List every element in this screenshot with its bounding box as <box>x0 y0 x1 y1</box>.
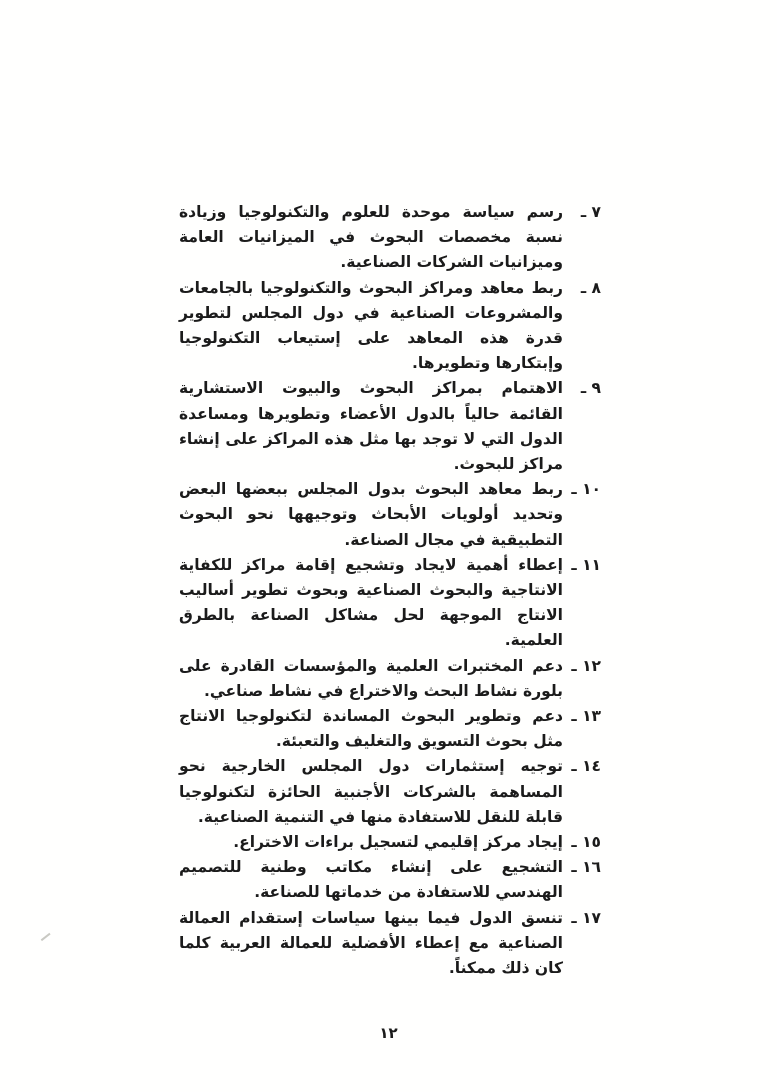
list-item <box>179 276 601 377</box>
list-item <box>179 553 601 654</box>
item-text: دعم وتطوير البحوث المساندة لتكنولوجيا الانتاج مثل بحوث التسويق والتغليف والتعبئة. <box>179 707 563 751</box>
list-item <box>179 855 601 905</box>
list-item <box>179 754 601 830</box>
item-text: دعم المختبرات العلمية والمؤسسات القادرة على بلورة نشاط البحث والاختراع في نشاط صناعي. <box>179 656 563 700</box>
item-number: ١٤ ـ <box>571 757 601 776</box>
item-text: الاهتمام بمراكز البحوث والبيوت الاستشارية القائمة حالياً بالدول الأعضاء وتطويرها ومساعدة الدول التي لا توجد بها مثل هذه المراكز على إنشاء مراكز للبحوث. <box>179 379 563 474</box>
item-text: ربط معاهد البحوث بدول المجلس ببعضها البعض وتحديد أولويات الأبحاث وتوجيهها نحو البحوث التطبيقية في مجال الصناعة. <box>179 480 563 549</box>
item-text: التشجيع على إنشاء مكاتب وطنية للتصميم الهندسي للاستفادة من خدماتها للصناعة. <box>179 858 563 902</box>
item-number: ٨ ـ <box>580 278 601 297</box>
item-text: تنسق الدول فيما بينها سياسات إستقدام العمالة الصناعية مع إعطاء الأفضلية للعمالة العربية كلما كان ذلك ممكناً. <box>179 908 563 978</box>
item-number: ١١ ـ <box>571 555 601 574</box>
item-text: إيجاد مركز إقليمي لتسجيل براءات الاختراع. <box>233 833 563 852</box>
item-number: ١٦ ـ <box>571 858 601 877</box>
list-item <box>179 654 601 704</box>
item-number: ١٧ ـ <box>571 908 601 927</box>
list-item <box>179 830 601 855</box>
scan-artifact <box>41 933 51 941</box>
list-item <box>179 906 601 982</box>
item-number: ٧ ـ <box>580 203 601 221</box>
text-block <box>179 200 601 981</box>
list-item <box>179 376 601 477</box>
page-number: ١٢ <box>379 1024 398 1042</box>
item-number: ١٣ ـ <box>571 707 601 726</box>
item-text: توجيه إستثمارات دول المجلس الخارجية نحو المساهمة بالشركات الأجنبية الحائزة لتكنولوجيا قابلة للنقل للاستفادة منها في التنمية الصناعية. <box>179 757 563 826</box>
item-number: ١٥ ـ <box>571 833 601 852</box>
item-number: ١٠ ـ <box>571 480 601 499</box>
item-number: ١٢ ـ <box>571 656 601 675</box>
list-item <box>179 200 601 276</box>
item-text: إعطاء أهمية لايجاد وتشجيع إقامة مراكز للكفاية الانتاجية والبحوث الصناعية وبحوث تطوير أساليب الانتاج الموجهة لحل مشاكل الصناعة بالطرق العلمية. <box>179 555 563 650</box>
item-number: ٩ ـ <box>580 379 601 398</box>
list-item <box>179 477 601 553</box>
list-item <box>179 704 601 754</box>
item-text: رسم سياسة موحدة للعلوم والتكنولوجيا وزيادة نسبة مخصصات البحوث في الميزانيات العامة وميزانيات الشركات الصناعية. <box>179 203 563 272</box>
item-text: ربط معاهد ومراكز البحوث والتكنولوجيا بالجامعات والمشروعات الصناعية في دول المجلس لتطوير قدرة هذه المعاهد على إستيعاب التكنولوجيا وإبتكارها وتطويرها. <box>179 278 563 373</box>
